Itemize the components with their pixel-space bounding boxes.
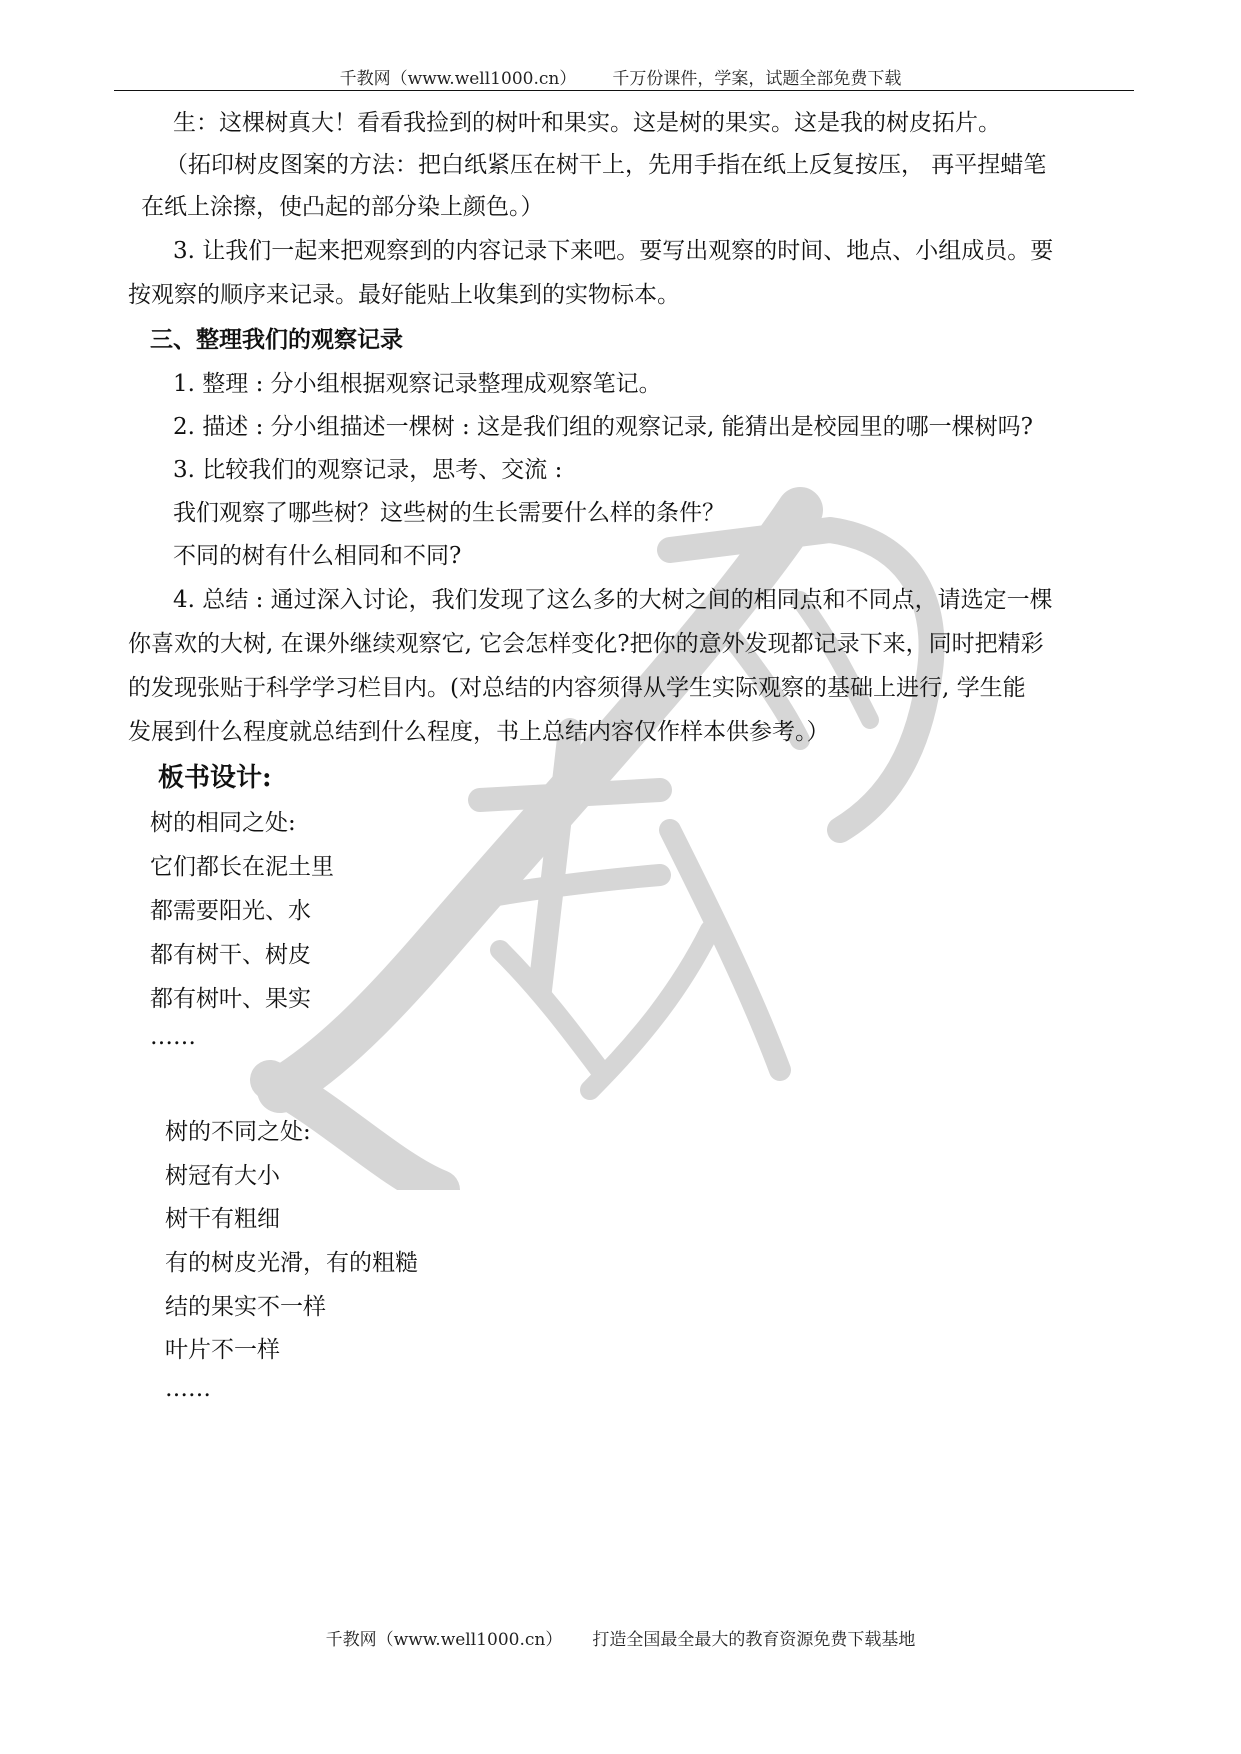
- summary-line1: 4. 总结 : 通过深入讨论，我们发现了这么多的大树之间的相同点和不同点，请选定一棵: [173, 587, 1053, 613]
- paragraph-student-speech: 生：这棵树真大！看看我捡到的树叶和果实。这是树的果实。这是我的树皮拓片。: [173, 110, 1001, 136]
- page-header: [0, 64, 1241, 89]
- board-diff-item: 有的树皮光滑，有的粗糙: [165, 1250, 418, 1276]
- header-slogan: 千万份课件，学案，试题全部免费下载: [612, 69, 902, 89]
- summary-line3: 的发现张贴于科学学习栏目内。(对总结的内容须得从学生实际观察的基础上进行, 学生能: [128, 675, 1026, 701]
- footer-slogan: 打造全国最全最大的教育资源免费下载基地: [592, 1630, 916, 1650]
- list-item-compare: 3. 比较我们的观察记录，思考、交流 :: [173, 457, 563, 483]
- watermark-logo: [240, 470, 1000, 1190]
- board-same-title: 树的相同之处:: [150, 810, 296, 836]
- question-same-different: 不同的树有什么相同和不同?: [173, 543, 462, 569]
- board-same-ellipsis: ……: [150, 1024, 196, 1050]
- board-same-item: 它们都长在泥土里: [150, 854, 334, 880]
- paragraph-method-line1: （拓印树皮图案的方法：把白纸紧压在树干上，先用手指在纸上反复按压， 再平捏蜡笔: [165, 152, 1047, 178]
- header-rule: [114, 90, 1134, 91]
- question-which-trees: 我们观察了哪些树？这些树的生长需要什么样的条件？: [173, 500, 725, 526]
- paragraph-record-line1: 3. 让我们一起来把观察到的内容记录下来吧。要写出观察的时间、地点、小组成员。要: [173, 238, 1054, 264]
- board-same-item: 都有树干、树皮: [150, 942, 311, 968]
- paragraph-method-line2: 在纸上涂擦，使凸起的部分染上颜色。）: [141, 194, 544, 220]
- board-design-title: 板书设计:: [158, 763, 272, 793]
- board-same-item: 都有树叶、果实: [150, 986, 311, 1012]
- summary-line4: 发展到什么程度就总结到什么程度，书上总结内容仅作样本供参考。）: [128, 719, 830, 745]
- list-item-organize: 1. 整理 : 分小组根据观察记录整理成观察笔记。: [173, 371, 662, 397]
- footer-site: 千教网（www.well1000.cn）: [325, 1630, 563, 1650]
- board-diff-title: 树的不同之处:: [165, 1119, 311, 1145]
- board-same-item: 都需要阳光、水: [150, 898, 311, 924]
- header-site: 千教网（www.well1000.cn）: [339, 69, 577, 89]
- board-diff-ellipsis: ……: [165, 1376, 211, 1402]
- board-diff-item: 结的果实不一样: [165, 1294, 326, 1320]
- board-diff-item: 叶片不一样: [165, 1337, 280, 1363]
- board-diff-item: 树冠有大小: [165, 1163, 280, 1189]
- section-title-organize: 三、整理我们的观察记录: [150, 326, 403, 353]
- paragraph-record-line2: 按观察的顺序来记录。最好能贴上收集到的实物标本。: [128, 282, 680, 308]
- board-diff-item: 树干有粗细: [165, 1206, 280, 1232]
- list-item-describe: 2. 描述 : 分小组描述一棵树 : 这是我们组的观察记录, 能猜出是校园里的哪一棵树吗?: [173, 414, 1033, 440]
- summary-line2: 你喜欢的大树, 在课外继续观察它, 它会怎样变化?把你的意外发现都记录下来，同时把精彩: [128, 631, 1044, 657]
- page-footer: [0, 1625, 1241, 1650]
